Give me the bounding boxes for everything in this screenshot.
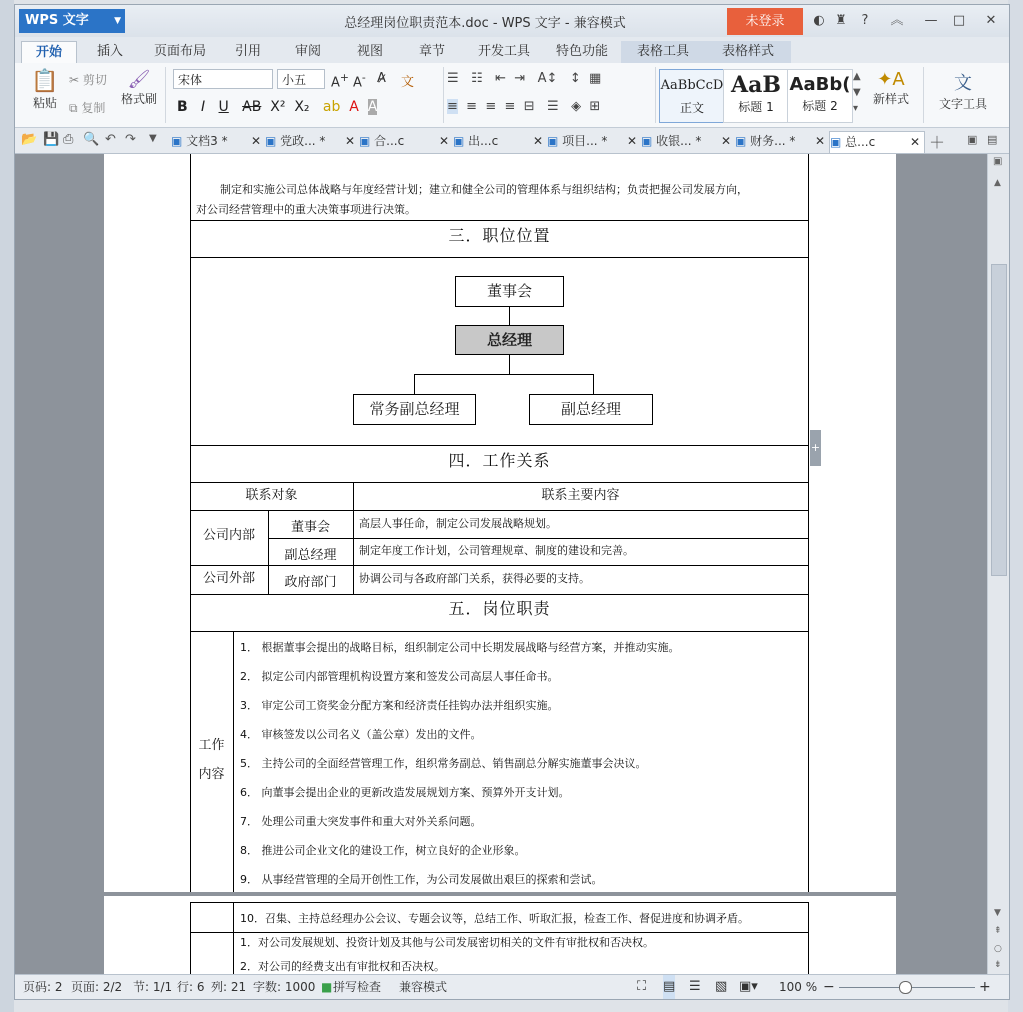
- format-painter-label: 格式刷: [120, 92, 157, 106]
- table-rule: [190, 631, 809, 632]
- doc-tab-label: 出...c: [468, 134, 499, 148]
- close-icon[interactable]: ✕: [720, 134, 731, 148]
- divider: [165, 67, 166, 123]
- styles-scroll[interactable]: ▲ ▼ ▾: [853, 71, 861, 114]
- decrease-indent-icon[interactable]: ⇤: [495, 71, 507, 86]
- org-connector: [414, 374, 594, 375]
- tab-insert[interactable]: 插入: [96, 44, 123, 59]
- bullet-list-icon[interactable]: ☰: [447, 71, 459, 86]
- grow-font-icon[interactable]: A+: [331, 71, 349, 91]
- doc-tab[interactable]: [359, 131, 453, 152]
- org-board: 董事会: [455, 276, 564, 307]
- table-rule: [190, 445, 809, 446]
- style-label: 标题 1: [738, 100, 774, 114]
- org-connector: [509, 354, 510, 374]
- app-name: WPS 文字: [25, 13, 89, 28]
- tab-page-layout[interactable]: 页面布局: [153, 44, 206, 59]
- doc-icon: ▣: [265, 134, 277, 148]
- org-connector: [509, 306, 510, 325]
- rel-content: 协调公司与各政府部门关系，获得必要的支持。: [359, 572, 590, 585]
- table-rule: [190, 220, 809, 221]
- highlight-icon[interactable]: ab: [322, 99, 341, 115]
- duty-item: 3． 审定公司工资奖金分配方案和经济责任挂钩办法并组织实施。: [240, 699, 559, 712]
- table-rule: [190, 510, 809, 511]
- duty-item: 1． 根据董事会提出的战略目标，组织制定公司中长期发展战略与经营方案，并推动实施。: [240, 641, 680, 654]
- reading-view-icon[interactable]: ▣▾: [739, 979, 758, 994]
- borders-icon[interactable]: ⊞: [589, 99, 601, 114]
- login-button[interactable]: 未登录: [727, 8, 803, 35]
- duty-item: 4． 审核签发以公司名义（盖公章）发出的文件。: [240, 728, 482, 741]
- duty-item: 7． 处理公司重大突发事件和重大对外关系问题。: [240, 815, 482, 828]
- rel-group: 公司外部: [202, 571, 255, 586]
- duty-item: 8． 推进公司企业文化的建设工作，树立良好的企业形象。: [240, 844, 526, 857]
- font-name-select[interactable]: 宋体: [173, 69, 273, 89]
- right-item: 2．对公司的经费支出有审批权和否决权。: [240, 960, 445, 973]
- phonetic-icon[interactable]: 文: [401, 75, 415, 90]
- tab-menu-icon[interactable]: ▤: [987, 133, 998, 146]
- doc-tab-label: 项目... *: [562, 134, 608, 148]
- app-menu-button[interactable]: [19, 9, 125, 33]
- text-tools-label: 文字工具: [938, 97, 987, 111]
- rel-target: 董事会: [290, 520, 330, 535]
- close-icon[interactable]: ✕: [626, 134, 637, 148]
- window-title: 总经理岗位职责范本.doc - WPS 文字 - 兼容模式: [344, 16, 626, 31]
- doc-icon: ▣: [641, 134, 653, 148]
- scroll-down-icon[interactable]: ▼: [994, 908, 1001, 918]
- zoom-slider-handle[interactable]: [899, 981, 912, 994]
- text-direction-icon[interactable]: A↕: [537, 71, 558, 86]
- tab-view[interactable]: 视图: [356, 44, 383, 59]
- shirt-icon[interactable]: ♜: [835, 13, 847, 28]
- org-vp: 副总经理: [529, 394, 653, 425]
- save-icon[interactable]: 💾: [43, 132, 60, 147]
- doc-tab-label: 党政... *: [280, 134, 326, 148]
- doc-icon: ▣: [735, 134, 747, 148]
- duty-item: 2． 拟定公司内部管理机构设置方案和签发公司高层人事任命书。: [240, 670, 559, 683]
- status-row: 行: 6: [177, 980, 205, 994]
- divider: [655, 67, 656, 123]
- sort-icon[interactable]: ↕: [569, 71, 581, 86]
- doc-tab[interactable]: [641, 131, 735, 152]
- org-connector: [593, 374, 594, 394]
- intro-text: 制定和实施公司总体战略与年度经营计划；建立和健全公司的管理体系与组织结构；负责把握公司发展方向，: [220, 183, 748, 196]
- char-shading-icon[interactable]: A: [367, 99, 378, 115]
- undo-icon[interactable]: ↶: [105, 132, 116, 147]
- split-icon[interactable]: ▣: [993, 156, 1003, 167]
- collapse-ribbon-icon[interactable]: ︽: [890, 13, 904, 28]
- underline-icon[interactable]: U: [218, 99, 229, 115]
- duty-item: 5． 主持公司的全面经营管理工作，组织常务副总、销售副总分解实施董事会决议。: [240, 757, 647, 770]
- redo-icon[interactable]: ↷: [125, 132, 136, 147]
- increase-indent-icon[interactable]: ⇥: [514, 71, 526, 86]
- close-icon[interactable]: ✕: [250, 134, 261, 148]
- work-label: 工作: [198, 738, 225, 753]
- new-style-label: 新样式: [872, 92, 909, 106]
- zoom-out-icon[interactable]: −: [823, 979, 835, 995]
- doc-tab-active[interactable]: [829, 131, 925, 153]
- minimize-icon[interactable]: —: [924, 13, 938, 28]
- align-right-icon[interactable]: ≡: [485, 99, 497, 114]
- outline-view-icon[interactable]: ☰: [689, 979, 701, 994]
- zoom-in-icon[interactable]: +: [979, 979, 991, 995]
- clipboard-icon: 📋: [31, 69, 59, 94]
- close-icon[interactable]: ✕: [438, 134, 449, 148]
- page: [104, 154, 896, 892]
- document-tabs: [15, 128, 1009, 154]
- new-style-button[interactable]: [867, 69, 915, 107]
- rel-group: 公司内部: [202, 528, 255, 543]
- doc-icon: ▣: [547, 134, 559, 148]
- table-rule: [190, 594, 809, 595]
- intro-text: 对公司经营管理中的重大决策事项进行决策。: [196, 203, 416, 216]
- duty-item: 6． 向董事会提出企业的更新改造发展规划方案、预算外开支计划。: [240, 786, 570, 799]
- style-preview: AaB: [731, 72, 781, 98]
- next-page-icon[interactable]: ⇟: [994, 960, 1002, 970]
- fullscreen-icon[interactable]: ⛶: [637, 979, 647, 994]
- close-icon[interactable]: ✕: [909, 135, 920, 149]
- clear-format-icon[interactable]: A̷: [377, 71, 386, 86]
- status-compat: 兼容模式: [399, 980, 448, 994]
- web-view-icon[interactable]: ▧: [715, 979, 728, 994]
- status-bar: [15, 974, 1009, 1000]
- new-tab-icon[interactable]: ＋: [929, 133, 946, 152]
- tab-home[interactable]: 开始: [21, 41, 77, 64]
- table-rule: [233, 631, 234, 892]
- style-heading2[interactable]: [787, 69, 853, 123]
- doc-tab[interactable]: [453, 131, 547, 152]
- close-icon[interactable]: ✕: [985, 13, 997, 28]
- desktop-left-edge: [0, 0, 14, 1012]
- doc-tab-label: 收银... *: [656, 134, 702, 148]
- table-rule: [190, 932, 809, 933]
- tab-chapter[interactable]: 章节: [418, 44, 445, 59]
- tab-list-icon[interactable]: ▣: [967, 133, 978, 146]
- doc-tab-label: 文档3 *: [186, 134, 228, 148]
- table-rule: [190, 482, 809, 483]
- doc-tab[interactable]: [265, 131, 359, 152]
- status-col: 列: 21: [211, 980, 247, 994]
- desktop-right-edge: [1008, 0, 1023, 1012]
- rel-header: 联系对象: [245, 488, 298, 503]
- prev-page-icon[interactable]: ⇞: [994, 926, 1002, 936]
- status-section: 节: 1/1: [133, 980, 173, 994]
- line-spacing-icon[interactable]: ☰: [547, 99, 559, 114]
- cut-button[interactable]: ✂ 剪切: [69, 73, 107, 87]
- doc-tab[interactable]: [171, 131, 265, 152]
- doc-tab-label: 总...c: [845, 135, 876, 149]
- bold-icon[interactable]: B: [177, 99, 188, 115]
- doc-icon: ▣: [359, 134, 371, 148]
- tab-review[interactable]: 审阅: [294, 44, 321, 59]
- style-normal[interactable]: [659, 69, 725, 123]
- subscript-icon[interactable]: X₂: [294, 99, 310, 115]
- doc-icon: ▣: [830, 135, 842, 149]
- org-gm: 总经理: [455, 325, 564, 355]
- format-painter-button[interactable]: [119, 69, 159, 107]
- doc-tab-label: 财务... *: [750, 134, 796, 148]
- copy-button[interactable]: ⧉ 复制: [69, 101, 106, 115]
- zoom-level[interactable]: 100 %: [779, 980, 818, 994]
- org-connector: [414, 374, 415, 394]
- tab-features[interactable]: 特色功能: [555, 44, 608, 59]
- tab-table-tools[interactable]: 表格工具: [621, 41, 705, 63]
- numbered-list-icon[interactable]: ☷: [471, 71, 483, 86]
- work-label: 内容: [198, 767, 225, 782]
- print-preview-icon[interactable]: 🔍: [83, 132, 100, 147]
- vertical-scrollbar[interactable]: [987, 154, 1010, 974]
- close-icon[interactable]: ✕: [814, 134, 825, 148]
- align-center-icon[interactable]: ≡: [466, 99, 478, 114]
- skin-icon[interactable]: ◐: [813, 13, 825, 28]
- table-grid-icon[interactable]: ▦: [588, 71, 602, 86]
- table-border: [190, 902, 191, 974]
- table-rule: [190, 565, 809, 566]
- section-heading: 五．岗位职责: [448, 599, 551, 618]
- superscript-icon[interactable]: X²: [270, 99, 286, 115]
- right-item: 1．对公司发展规划、投资计划及其他与公司发展密切相关的文件有审批权和否决权。: [240, 936, 654, 949]
- italic-icon[interactable]: I: [201, 99, 206, 115]
- strikethrough-icon[interactable]: AB: [242, 99, 262, 115]
- doc-tab-label: 合...c: [374, 134, 405, 148]
- format-buttons: [177, 99, 377, 115]
- close-icon[interactable]: ✕: [532, 134, 543, 148]
- table-rule: [233, 932, 234, 974]
- ribbon-tabs: [15, 37, 1009, 64]
- maximize-icon[interactable]: □: [952, 13, 966, 28]
- paragraph-buttons-top: [447, 71, 601, 86]
- tab-references[interactable]: 引用: [234, 44, 261, 59]
- table-rule: [190, 902, 809, 903]
- section-heading: 三．职位位置: [448, 226, 551, 245]
- org-exec-vp: 常务副总经理: [353, 394, 476, 425]
- rel-target: 副总经理: [284, 548, 337, 563]
- rel-target: 政府部门: [284, 575, 337, 590]
- justify-icon[interactable]: ≡: [504, 99, 516, 114]
- font-color-icon[interactable]: A: [349, 99, 359, 115]
- spell-check-icon: ■: [321, 980, 333, 994]
- status-pages: 页面: 2/2: [71, 980, 123, 994]
- divider: [443, 67, 444, 123]
- title-bar: [15, 5, 1009, 37]
- side-panel-toggle[interactable]: +: [810, 430, 821, 466]
- style-heading1[interactable]: [723, 69, 789, 123]
- duty-item: 10．召集、主持总经理办公会议、专题会议等，总结工作、听取汇报，检查工作、督促进度和协调矛盾。: [240, 912, 749, 925]
- open-folder-icon[interactable]: 📂: [21, 132, 38, 147]
- close-icon[interactable]: ✕: [344, 134, 355, 148]
- doc-icon: ▣: [171, 134, 183, 148]
- new-style-icon: ✦A: [877, 69, 905, 90]
- quick-access-dropdown-icon[interactable]: ▼: [149, 133, 157, 144]
- shrink-font-icon[interactable]: A-: [353, 71, 366, 91]
- font-size-select[interactable]: 小五: [277, 69, 325, 89]
- table-border: [808, 902, 809, 974]
- tab-table-style[interactable]: 表格样式: [705, 41, 791, 63]
- browse-object-icon[interactable]: ○: [994, 944, 1002, 954]
- cut-label: 剪切: [82, 73, 107, 87]
- rel-content: 制定年度工作计划，公司管理规章、制度的建设和完善。: [359, 544, 634, 557]
- text-tools-button[interactable]: [931, 69, 995, 112]
- style-label: 标题 2: [802, 99, 838, 113]
- shading-icon[interactable]: ◈: [571, 99, 582, 114]
- paragraph-buttons-bottom: [447, 99, 600, 114]
- table-rule: [233, 902, 234, 933]
- print-icon[interactable]: ⎙: [63, 132, 74, 147]
- status-word-count[interactable]: 字数: 1000: [253, 980, 316, 994]
- style-preview: AaBb(: [789, 74, 851, 95]
- doc-icon: ▣: [453, 134, 465, 148]
- page-view-icon[interactable]: ▤: [663, 975, 675, 999]
- chevron-down-icon: ▼: [114, 16, 121, 26]
- divider: [923, 67, 924, 123]
- rel-header: 联系主要内容: [541, 488, 620, 503]
- page: [104, 896, 896, 974]
- scroll-thumb[interactable]: [991, 264, 1007, 576]
- text-tools-icon: 文: [954, 73, 972, 94]
- status-spell-check[interactable]: 拼写检查: [333, 980, 382, 994]
- paste-button[interactable]: [25, 69, 65, 111]
- rel-content: 高层人事任命，制定公司发展战略规划。: [359, 517, 557, 530]
- section-heading: 四．工作关系: [448, 451, 551, 470]
- tab-developer[interactable]: 开发工具: [477, 44, 530, 59]
- document-area: [15, 154, 987, 974]
- table-rule: [268, 538, 809, 539]
- style-preview: AaBbCcD: [660, 78, 724, 93]
- align-left-icon[interactable]: ≡: [447, 99, 458, 114]
- doc-tab[interactable]: [547, 131, 641, 152]
- table-rule: [190, 257, 809, 258]
- table-border: [808, 154, 809, 892]
- scroll-up-icon[interactable]: ▲: [994, 178, 1001, 188]
- style-label: 正文: [679, 101, 704, 115]
- wps-window: [14, 4, 1010, 1000]
- paste-label: 粘贴: [32, 96, 57, 110]
- doc-tab[interactable]: [735, 131, 829, 152]
- status-page-code[interactable]: 页码: 2: [23, 980, 63, 994]
- brush-icon: 🖌: [127, 69, 151, 90]
- distribute-icon[interactable]: ⊟: [523, 99, 535, 114]
- copy-label: 复制: [81, 101, 106, 115]
- ribbon-home: [15, 63, 1009, 128]
- duty-item: 9． 从事经营管理的全局开创性工作，为公司发展做出艰巨的探索和尝试。: [240, 873, 603, 886]
- help-icon[interactable]: ?: [861, 13, 869, 28]
